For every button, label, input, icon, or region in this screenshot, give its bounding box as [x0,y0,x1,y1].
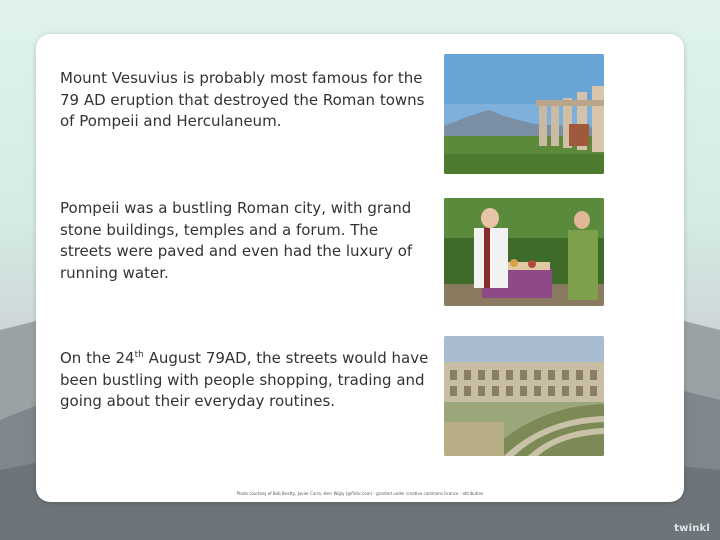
paragraph-pompeii-city: Pompeii was a bustling Roman city, with grand stone buildings, temples and a forum. The streets were paved and even had the luxury of running water. [60,199,413,282]
pompeii-ruins-photo [444,54,604,174]
roman-market-photo [444,198,604,306]
paragraph-3-suffix: August 79AD, the streets would have been bustling with people shopping, trading and going about their everyday routines. [60,349,429,410]
paragraph-august-79ad [60,348,430,413]
slide-card [36,34,684,502]
paragraph-vesuvius-eruption: Mount Vesuvius is probably most famous for the 79 AD eruption that destroyed the Roman towns of Pompeii and Herculaneum. [60,69,425,130]
amphitheatre-photo [444,336,604,456]
photo-credits: Photo courtesy of Bob Beatty, Javier Carro, Herr Wigly (@flickr.com) - granted under creative commons licence - attribution [236,491,484,496]
twinkl-logo: twinkl [674,523,710,534]
ordinal-superscript: th [134,350,144,360]
paragraph-3-prefix: On the 24 [60,349,135,367]
